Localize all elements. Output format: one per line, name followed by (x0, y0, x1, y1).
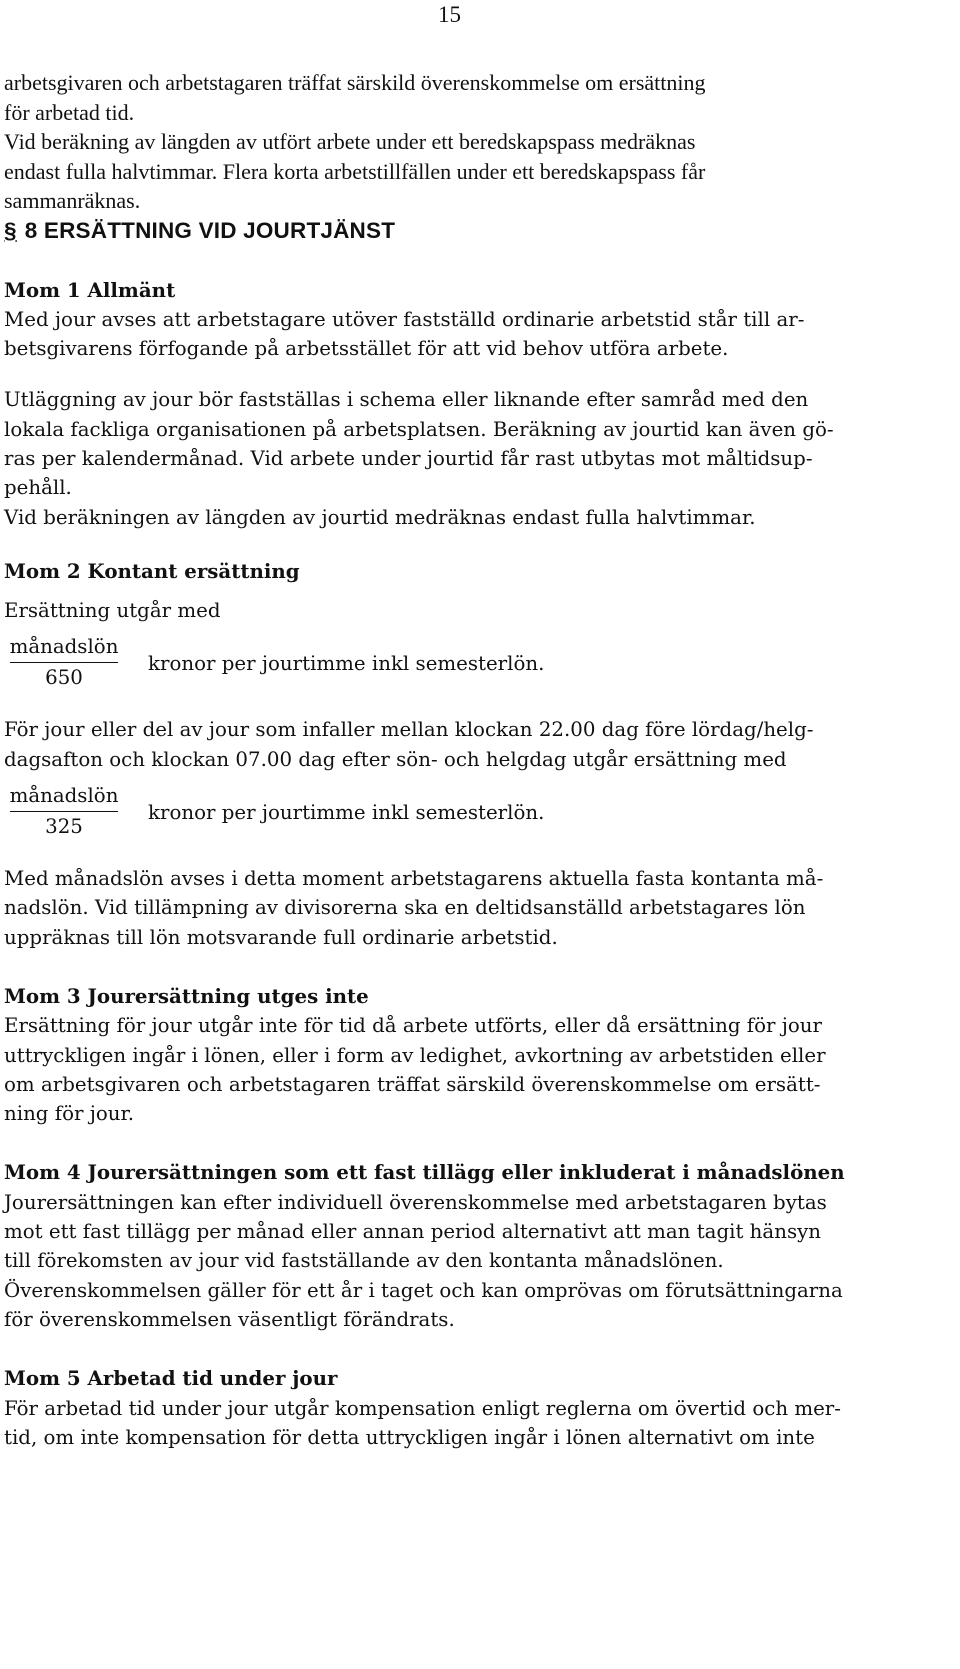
text-line: Ersättning för jour utgår inte för tid då arbete utförts, eller då ersättning för jour (4, 1014, 822, 1038)
mom-1-heading: Mom 1 Allmänt (4, 277, 176, 302)
text-line: Överenskommelsen gäller för ett år i taget och kan omprövas om förutsättningarna (4, 1278, 843, 1302)
mom-3 (4, 982, 904, 1128)
text-line: Med månadslön avses i detta moment arbetstagarens aktuella fasta kontanta må- (4, 867, 824, 891)
mom-5 (4, 1364, 904, 1452)
text-line: mot ett fast tillägg per månad eller annan period alternativt att man tagit hänsyn (4, 1220, 822, 1244)
formula-650 (4, 633, 904, 693)
fraction-denominator: 650 (45, 666, 83, 690)
text-line: lokala fackliga organisationen på arbetsplatsen. Beräkning av jourtid kan även gö- (4, 417, 834, 441)
mom-3-heading: Mom 3 Jourersättning utges inte (4, 983, 369, 1008)
document-body (4, 68, 904, 1452)
page-number: 15 (438, 2, 461, 27)
text-line: nadslön. Vid tillämpning av divisorerna ska en deltidsanställd arbetstagares lön (4, 896, 806, 920)
text-line: ras per kalendermånad. Vid arbete under jourtid får rast utbytas mot måltidsup- (4, 446, 813, 470)
mom-4 (4, 1158, 904, 1334)
text-line: till förekomsten av jour vid fastställande av den kontanta månadslönen. (4, 1249, 724, 1273)
text-line: endast fulla halvtimmar. Flera korta arbetstillfällen under ett beredskapspass får (4, 158, 706, 184)
section-sign: § (4, 217, 17, 243)
mom-4-heading: Mom 4 Jourersättningen som ett fast tillägg eller inkluderat i månadslönen (4, 1160, 845, 1185)
text-line: betsgivarens förfogande på arbetsstället för att vid behov utföra arbete. (4, 337, 729, 361)
text-line: Jourersättningen kan efter individuell överenskommelse med arbetstagaren bytas (4, 1190, 827, 1214)
text-line: För arbetad tid under jour utgår kompensation enligt reglerna om övertid och mer- (4, 1396, 841, 1420)
formula-text: kronor per jourtimme inkl semesterlön. (148, 651, 545, 675)
text-line: dagsafton och klockan 07.00 dag efter sön- och helgdag utgår ersättning med (4, 747, 787, 771)
intro-paragraph (4, 68, 904, 216)
mom-2-heading: Mom 2 Kontant ersättning (4, 558, 300, 583)
text-line: arbetsgivaren och arbetstagaren träffat särskild överenskommelse om ersättning (4, 70, 706, 95)
text-line: om arbetsgivaren och arbetstagaren träffat särskild överenskommelse om ersätt- (4, 1072, 821, 1096)
text-line: Vid beräkning av längden av utfört arbete under ett beredskapspass medräknas (4, 129, 696, 154)
formula-325 (4, 782, 904, 842)
fraction-numerator: månadslön (10, 782, 119, 812)
text-line: för arbetad tid. (4, 99, 135, 125)
text-line: För jour eller del av jour som infaller mellan klockan 22.00 dag före lördag/helg- (4, 718, 814, 742)
formula-text: kronor per jourtimme inkl semesterlön. (148, 800, 545, 824)
text-line: för överenskommelsen väsentligt förändrats. (4, 1307, 455, 1331)
text-line: uttryckligen ingår i lönen, eller i form av ledighet, avkortning av arbetstiden eller (4, 1043, 826, 1067)
text-line: pehåll. (4, 476, 72, 500)
text-line: Utläggning av jour bör fastställas i schema eller liknande efter samråd med den (4, 388, 809, 412)
section-title-text: 8 ERSÄTTNING VID JOURTJÄNST (24, 217, 396, 243)
text-line: Ersättning utgår med (4, 599, 221, 623)
text-line: ning för jour. (4, 1102, 135, 1126)
mom-5-heading: Mom 5 Arbetad tid under jour (4, 1366, 338, 1391)
text-line: tid, om inte kompensation för detta uttryckligen ingår i lönen alternativt om inte (4, 1425, 815, 1449)
mom-2 (4, 557, 904, 952)
text-line: uppräknas till lön motsvarande full ordinarie arbetstid. (4, 925, 558, 949)
section-title (4, 216, 904, 246)
fraction (4, 633, 124, 693)
fraction (4, 782, 124, 842)
fraction-denominator: 325 (45, 815, 83, 839)
fraction-numerator: månadslön (10, 633, 119, 663)
text-line: Med jour avses att arbetstagare utöver fastställd ordinarie arbetstid står till ar- (4, 307, 805, 331)
text-line: sammanräknas. (4, 188, 141, 213)
text-line: Vid beräkningen av längden av jourtid medräknas endast fulla halvtimmar. (4, 505, 756, 529)
mom-1 (4, 276, 904, 532)
